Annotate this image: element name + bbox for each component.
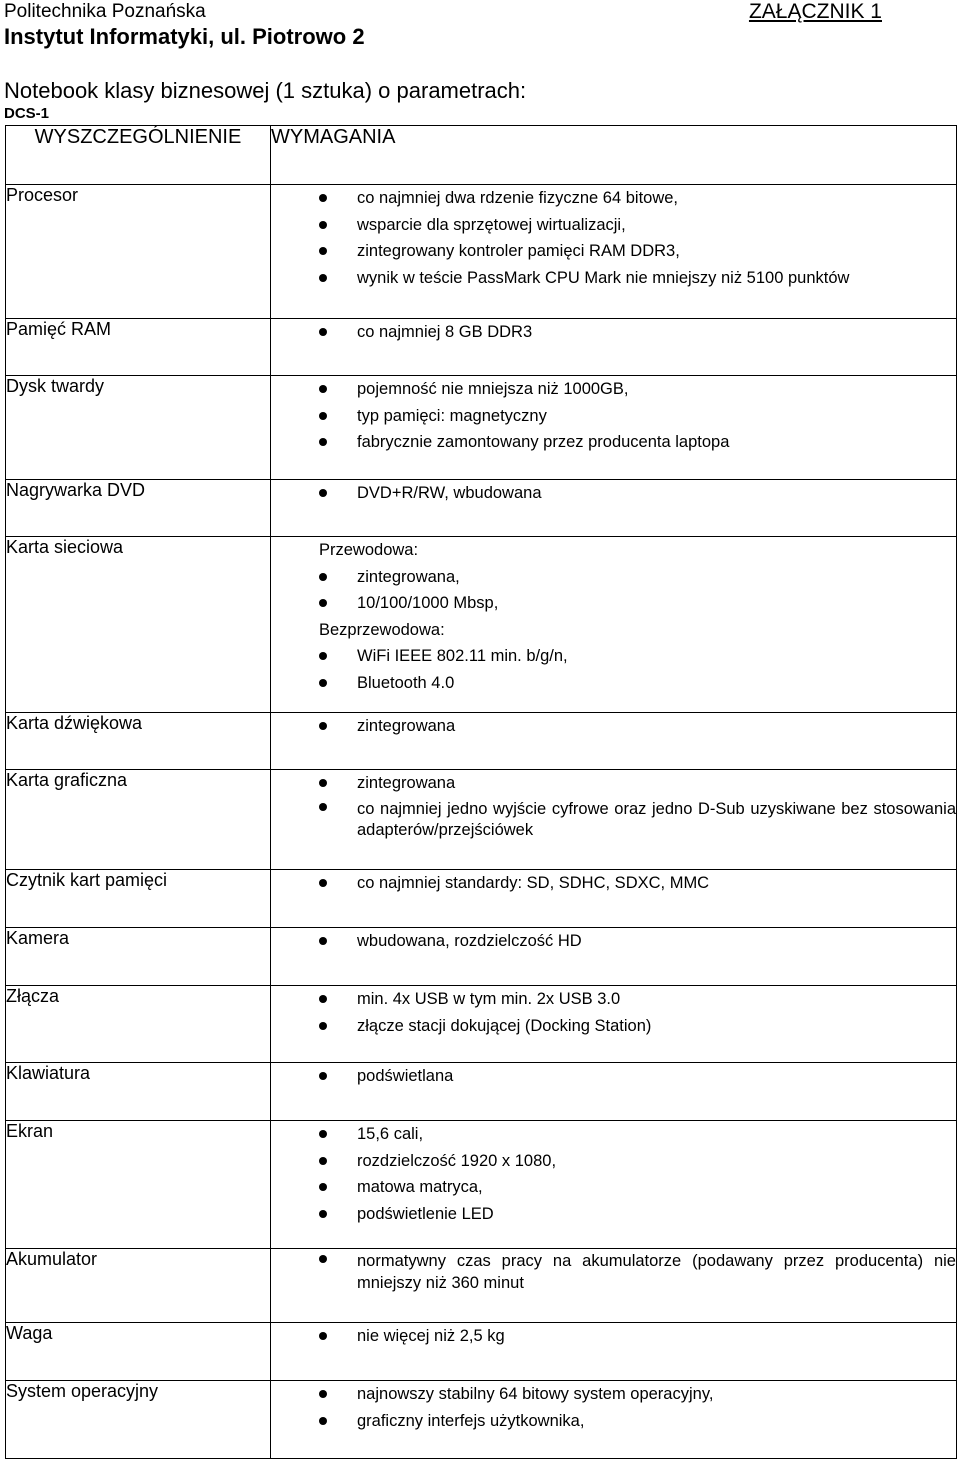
table-row (6, 1121, 957, 1249)
requirement-list (271, 770, 956, 845)
requirement-item: zintegrowany kontroler pamięci RAM DDR3, (271, 238, 956, 265)
requirement-item: zintegrowana (271, 770, 956, 797)
spec-requirements (271, 870, 957, 928)
spec-name: Karta dźwiękowa (6, 713, 271, 770)
requirement-item: zintegrowana (271, 713, 956, 740)
table-row (6, 1381, 957, 1459)
spec-requirements (271, 986, 957, 1063)
spec-requirements (271, 1121, 957, 1249)
table-row (6, 870, 957, 928)
requirement-item: złącze stacji dokującej (Docking Station) (271, 1013, 956, 1040)
requirement-list (271, 643, 956, 696)
requirement-list (271, 480, 956, 507)
requirement-list (271, 185, 956, 291)
spec-name: Nagrywarka DVD (6, 480, 271, 537)
requirement-item: co najmniej 8 GB DDR3 (271, 319, 956, 346)
requirement-item: wbudowana, rozdzielczość HD (271, 928, 956, 955)
table-row (6, 376, 957, 480)
requirement-list (271, 1249, 956, 1297)
specification-rows (6, 185, 957, 1459)
table-row (6, 537, 957, 713)
requirement-item: WiFi IEEE 802.11 min. b/g/n, (271, 643, 956, 670)
table-row (6, 1063, 957, 1121)
requirement-list (271, 986, 956, 1039)
requirement-item: normatywny czas pracy na akumulatorze (podawany przez producenta) nie mniejszy niż 360 minut (271, 1249, 956, 1297)
table-row (6, 319, 957, 376)
spec-name: Waga (6, 1323, 271, 1381)
requirement-item: DVD+R/RW, wbudowana (271, 480, 956, 507)
requirement-item: co najmniej standardy: SD, SDHC, SDXC, MMC (271, 870, 956, 897)
spec-requirements (271, 713, 957, 770)
requirement-list (271, 564, 956, 617)
spec-name: Karta graficzna (6, 770, 271, 870)
requirement-item: Bluetooth 4.0 (271, 670, 956, 697)
requirement-item: fabrycznie zamontowany przez producenta laptopa (271, 429, 956, 456)
table-row (6, 185, 957, 319)
requirement-item: najnowszy stabilny 64 bitowy system operacyjny, (271, 1381, 956, 1408)
requirement-list (271, 870, 956, 897)
requirement-item: zintegrowana, (271, 564, 956, 591)
spec-name: System operacyjny (6, 1381, 271, 1459)
requirement-item: matowa matryca, (271, 1174, 956, 1201)
wired-label: Przewodowa: (319, 541, 419, 559)
requirement-item: graficzny interfejs użytkownika, (271, 1408, 956, 1435)
table-row (6, 928, 957, 986)
spec-name: Klawiatura (6, 1063, 271, 1121)
requirement-item: podświetlenie LED (271, 1201, 956, 1228)
spec-requirements (271, 1249, 957, 1323)
specification-table (5, 125, 957, 1459)
annex-label: ZAŁĄCZNIK 1 (748, 0, 882, 23)
table-row (6, 1249, 957, 1323)
university-name: Politechnika Poznańska (4, 1, 206, 22)
requirement-list (271, 1323, 956, 1350)
spec-name: Akumulator (6, 1249, 271, 1323)
spec-requirements (271, 537, 957, 713)
spec-requirements (271, 1381, 957, 1459)
requirement-list (271, 376, 956, 456)
table-row (6, 1323, 957, 1381)
requirement-item: min. 4x USB w tym min. 2x USB 3.0 (271, 986, 956, 1013)
requirement-list (271, 1063, 956, 1090)
spec-requirements (271, 376, 957, 480)
requirement-item: pojemność nie mniejsza niż 1000GB, (271, 376, 956, 403)
table-row (6, 480, 957, 537)
spec-requirements (271, 319, 957, 376)
requirement-item: co najmniej dwa rdzenie fizyczne 64 bitowe, (271, 185, 956, 212)
spec-name: Złącza (6, 986, 271, 1063)
document-code: DCS-1 (4, 105, 50, 122)
spec-requirements (271, 1063, 957, 1121)
spec-name: Karta sieciowa (6, 537, 271, 713)
requirement-list (271, 1121, 956, 1227)
requirement-list (271, 713, 956, 740)
wireless-label: Bezprzewodowa: (319, 620, 445, 639)
spec-name: Czytnik kart pamięci (6, 870, 271, 928)
requirement-item: rozdzielczość 1920 x 1080, (271, 1148, 956, 1175)
spec-requirements (271, 770, 957, 870)
requirement-item: 15,6 cali, (271, 1121, 956, 1148)
requirement-item: co najmniej jedno wyjście cyfrowe oraz jedno D-Sub uzyskiwane bez stosowania adapterów/przejściówek (271, 797, 956, 845)
document-subject: Notebook klasy biznesowej (1 sztuka) o parametrach: (4, 78, 527, 103)
spec-name: Ekran (6, 1121, 271, 1249)
spec-requirements (271, 928, 957, 986)
requirement-list (271, 319, 956, 346)
column-header-requirements: WYMAGANIA (271, 126, 957, 185)
requirement-item: nie więcej niż 2,5 kg (271, 1323, 956, 1350)
spec-requirements (271, 480, 957, 537)
requirement-item: podświetlana (271, 1063, 956, 1090)
column-header-specification: WYSZCZEGÓLNIENIE (6, 126, 271, 185)
table-header-row (6, 126, 957, 185)
requirement-item: 10/100/1000 Mbsp, (271, 590, 956, 617)
requirement-list (271, 1381, 956, 1434)
spec-name: Kamera (6, 928, 271, 986)
institute-address: Instytut Informatyki, ul. Piotrowo 2 (4, 24, 365, 49)
table-row (6, 986, 957, 1063)
spec-name: Dysk twardy (6, 376, 271, 480)
table-row (6, 713, 957, 770)
spec-requirements (271, 185, 957, 319)
spec-requirements (271, 1323, 957, 1381)
spec-name: Pamięć RAM (6, 319, 271, 376)
requirement-item: wsparcie dla sprzętowej wirtualizacji, (271, 212, 956, 239)
requirement-item: typ pamięci: magnetyczny (271, 403, 956, 430)
requirement-item: wynik w teście PassMark CPU Mark nie mniejszy niż 5100 punktów (271, 265, 956, 292)
spec-name: Procesor (6, 185, 271, 319)
requirement-list (271, 928, 956, 955)
table-row (6, 770, 957, 870)
